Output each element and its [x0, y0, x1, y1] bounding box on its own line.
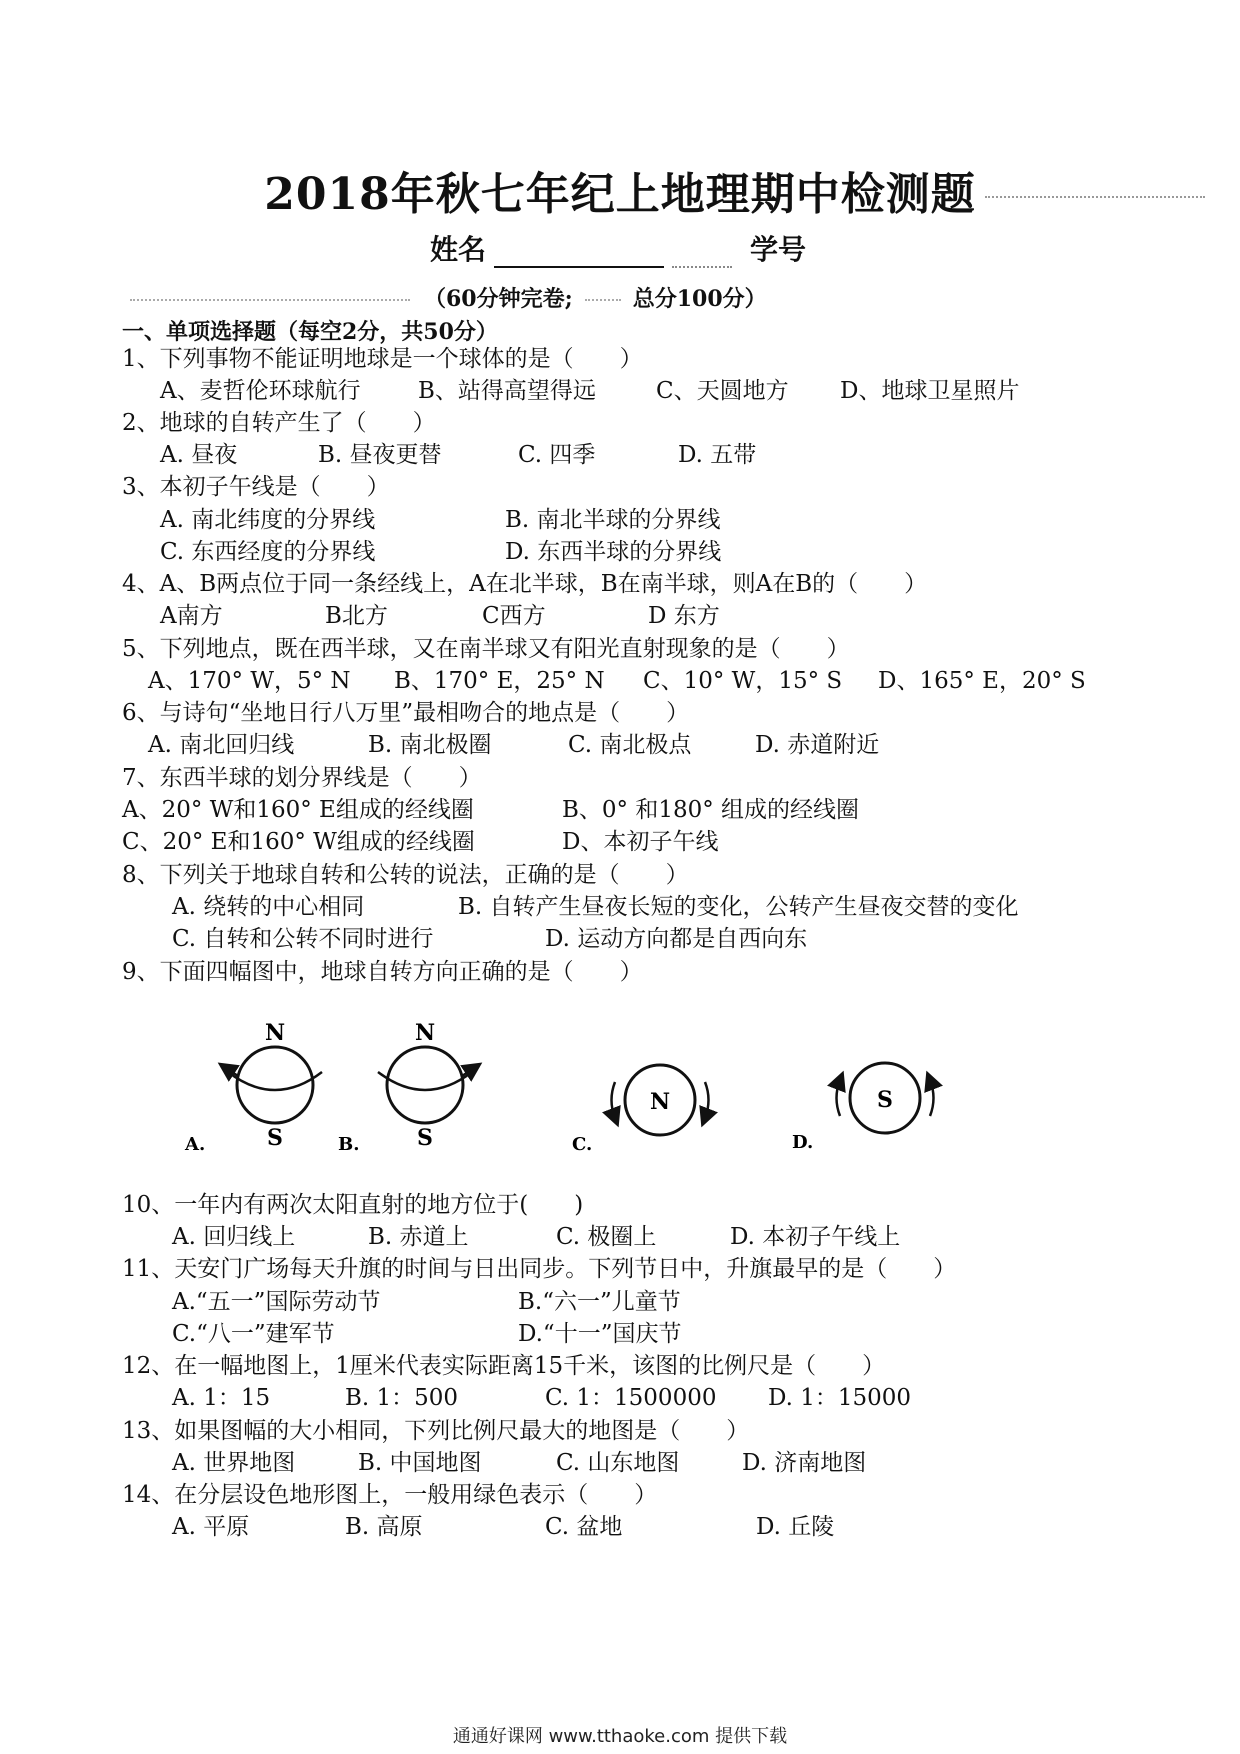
- option-13c[interactable]: C. 山东地图: [556, 1450, 680, 1476]
- option-1c[interactable]: C、天圆地方: [656, 378, 789, 404]
- question-5: 5、下列地点，既在西半球，又在南半球又有阳光直射现象的是（ ）: [122, 636, 850, 662]
- option-11d[interactable]: D.“十一”国庆节: [518, 1321, 682, 1347]
- question-11: 11、天安门广场每天升旗的时间与日出同步。下列节日中，升旗最早的是（ ）: [122, 1256, 957, 1282]
- option-1b[interactable]: B、站得高望得远: [418, 378, 596, 404]
- diagram-d[interactable]: [792, 1063, 934, 1153]
- option-14d[interactable]: D. 丘陵: [756, 1514, 835, 1540]
- option-8b[interactable]: B. 自转产生昼夜长短的变化，公转产生昼夜交替的变化: [458, 894, 1019, 920]
- option-8a[interactable]: A. 绕转的中心相同: [172, 894, 365, 920]
- name-blank[interactable]: [494, 240, 664, 268]
- rotation-diagram: [180, 1010, 1060, 1160]
- option-10a[interactable]: A. 回归线上: [172, 1224, 296, 1250]
- option-8d[interactable]: D. 运动方向都是自西向东: [545, 926, 808, 952]
- option-2a[interactable]: A. 昼夜: [160, 442, 238, 468]
- option-6d[interactable]: D. 赤道附近: [755, 732, 880, 758]
- question-6: 6、与诗句“坐地日行八万里”最相吻合的地点是（ ）: [122, 700, 690, 726]
- question-1: 1、下列事物不能证明地球是一个球体的是（ ）: [122, 346, 643, 372]
- option-5a[interactable]: A、170° W，5° N: [148, 668, 351, 694]
- time-note: （60分钟完卷;: [424, 286, 573, 312]
- dotted-spacer: [672, 240, 732, 268]
- option-7c[interactable]: C、20° E和160° W组成的经线圈: [122, 829, 475, 855]
- question-8: 8、下列关于地球自转和公转的说法，正确的是（ ）: [122, 862, 689, 888]
- question-9: 9、下面四幅图中，地球自转方向正确的是（ ）: [122, 959, 643, 985]
- option-10c[interactable]: C. 极圈上: [556, 1224, 657, 1250]
- north-label-b: N: [414, 1020, 436, 1046]
- option-7d[interactable]: D、本初子午线: [562, 829, 719, 855]
- arrow-c-right: [705, 1082, 709, 1118]
- label-c: C.: [572, 1134, 593, 1155]
- question-4: 4、A、B两点位于同一条经线上，A在北半球，B在南半球，则A在B的（ ）: [122, 571, 928, 597]
- north-label-a: N: [264, 1020, 286, 1046]
- option-3a[interactable]: A. 南北纬度的分界线: [160, 507, 376, 533]
- page-title: 2018年秋七年纪上地理期中检测题: [264, 169, 976, 220]
- option-4d[interactable]: D 东方: [648, 603, 720, 629]
- option-10d[interactable]: D. 本初子午线上: [730, 1224, 901, 1250]
- option-2d[interactable]: D. 五带: [678, 442, 757, 468]
- section-heading: 一、单项选择题（每空2分，共50分）: [122, 319, 498, 345]
- question-14: 14、在分层设色地形图上，一般用绿色表示（ ）: [122, 1482, 658, 1508]
- option-12a[interactable]: A. 1：15: [172, 1385, 271, 1411]
- question-13: 13、如果图幅的大小相同，下列比例尺最大的地图是（ ）: [122, 1418, 750, 1444]
- option-12d[interactable]: D. 1：15000: [768, 1385, 912, 1411]
- option-6a[interactable]: A. 南北回归线: [148, 732, 295, 758]
- arrow-c-left: [612, 1082, 616, 1118]
- diagram-b[interactable]: [338, 1020, 474, 1155]
- name-label: 姓名: [430, 233, 487, 266]
- option-4b[interactable]: B北方: [325, 603, 388, 629]
- rotation-figure: [180, 1010, 1060, 1160]
- exam-info-row: [0, 282, 767, 313]
- arrow-d-right: [930, 1080, 934, 1116]
- question-12: 12、在一幅地图上，1厘米代表实际距离15千米，该图的比例尺是（ ）: [122, 1353, 886, 1379]
- label-d: D.: [792, 1132, 814, 1153]
- question-7: 7、东西半球的划分界线是（ ）: [122, 765, 482, 791]
- option-1d[interactable]: D、地球卫星照片: [840, 378, 1020, 404]
- option-2c[interactable]: C. 四季: [518, 442, 596, 468]
- option-5c[interactable]: C、10° W，15° S: [643, 668, 843, 694]
- label-a: A.: [185, 1134, 206, 1155]
- option-8c[interactable]: C. 自转和公转不同时进行: [172, 926, 434, 952]
- option-7b[interactable]: B、0° 和180° 组成的经线圈: [562, 797, 860, 823]
- question-2: 2、地球的自转产生了（ ）: [122, 410, 436, 436]
- dotted-spacer: [130, 299, 410, 301]
- rotation-arc-b: [378, 1072, 472, 1090]
- option-13a[interactable]: A. 世界地图: [172, 1450, 296, 1476]
- option-11c[interactable]: C.“八一”建军节: [172, 1321, 335, 1347]
- label-b: B.: [338, 1134, 360, 1155]
- option-10b[interactable]: B. 赤道上: [368, 1224, 469, 1250]
- question-3: 3、本初子午线是（ ）: [122, 474, 390, 500]
- arrow-d-left: [837, 1080, 841, 1116]
- option-14a[interactable]: A. 平原: [172, 1514, 250, 1540]
- option-11b[interactable]: B.“六一”儿童节: [518, 1289, 681, 1315]
- south-label-b: S: [417, 1125, 433, 1151]
- option-12b[interactable]: B. 1：500: [345, 1385, 459, 1411]
- option-3d[interactable]: D. 东西半球的分界线: [505, 539, 722, 565]
- south-label-d: S: [877, 1087, 893, 1113]
- option-5b[interactable]: B、170° E，25° N: [394, 668, 605, 694]
- id-label: 学号: [750, 233, 807, 266]
- option-12c[interactable]: C. 1：1500000: [545, 1385, 717, 1411]
- option-6c[interactable]: C. 南北极点: [568, 732, 692, 758]
- option-6b[interactable]: B. 南北极圈: [368, 732, 492, 758]
- option-5d[interactable]: D、165° E，20° S: [878, 668, 1086, 694]
- diagram-c[interactable]: [572, 1065, 709, 1155]
- dotted-spacer: [585, 299, 621, 301]
- diagram-a[interactable]: [184, 1020, 322, 1155]
- south-label-a: S: [267, 1125, 283, 1151]
- question-10: 10、一年内有两次太阳直射的地方位于( ): [122, 1192, 584, 1218]
- option-11a[interactable]: A.“五一”国际劳动节: [172, 1289, 381, 1315]
- download-footer: 通通好课网 www.tthaoke.com 提供下载: [452, 1726, 788, 1747]
- option-13b[interactable]: B. 中国地图: [358, 1450, 482, 1476]
- north-label-c: N: [649, 1089, 671, 1115]
- option-13d[interactable]: D. 济南地图: [742, 1450, 867, 1476]
- option-4c[interactable]: C西方: [482, 603, 546, 629]
- total-note: 总分100分）: [632, 286, 767, 312]
- option-14c[interactable]: C. 盆地: [545, 1514, 623, 1540]
- option-4a[interactable]: A南方: [160, 603, 223, 629]
- option-2b[interactable]: B. 昼夜更替: [318, 442, 442, 468]
- student-info-row: [430, 228, 806, 268]
- option-3b[interactable]: B. 南北半球的分界线: [505, 507, 721, 533]
- option-1a[interactable]: A、麦哲伦环球航行: [160, 378, 361, 404]
- title-dotted-line: [985, 196, 1205, 198]
- option-7a[interactable]: A、20° W和160° E组成的经线圈: [122, 797, 474, 823]
- option-3c[interactable]: C. 东西经度的分界线: [160, 539, 376, 565]
- rotation-arc-a: [228, 1072, 322, 1090]
- option-14b[interactable]: B. 高原: [345, 1514, 423, 1540]
